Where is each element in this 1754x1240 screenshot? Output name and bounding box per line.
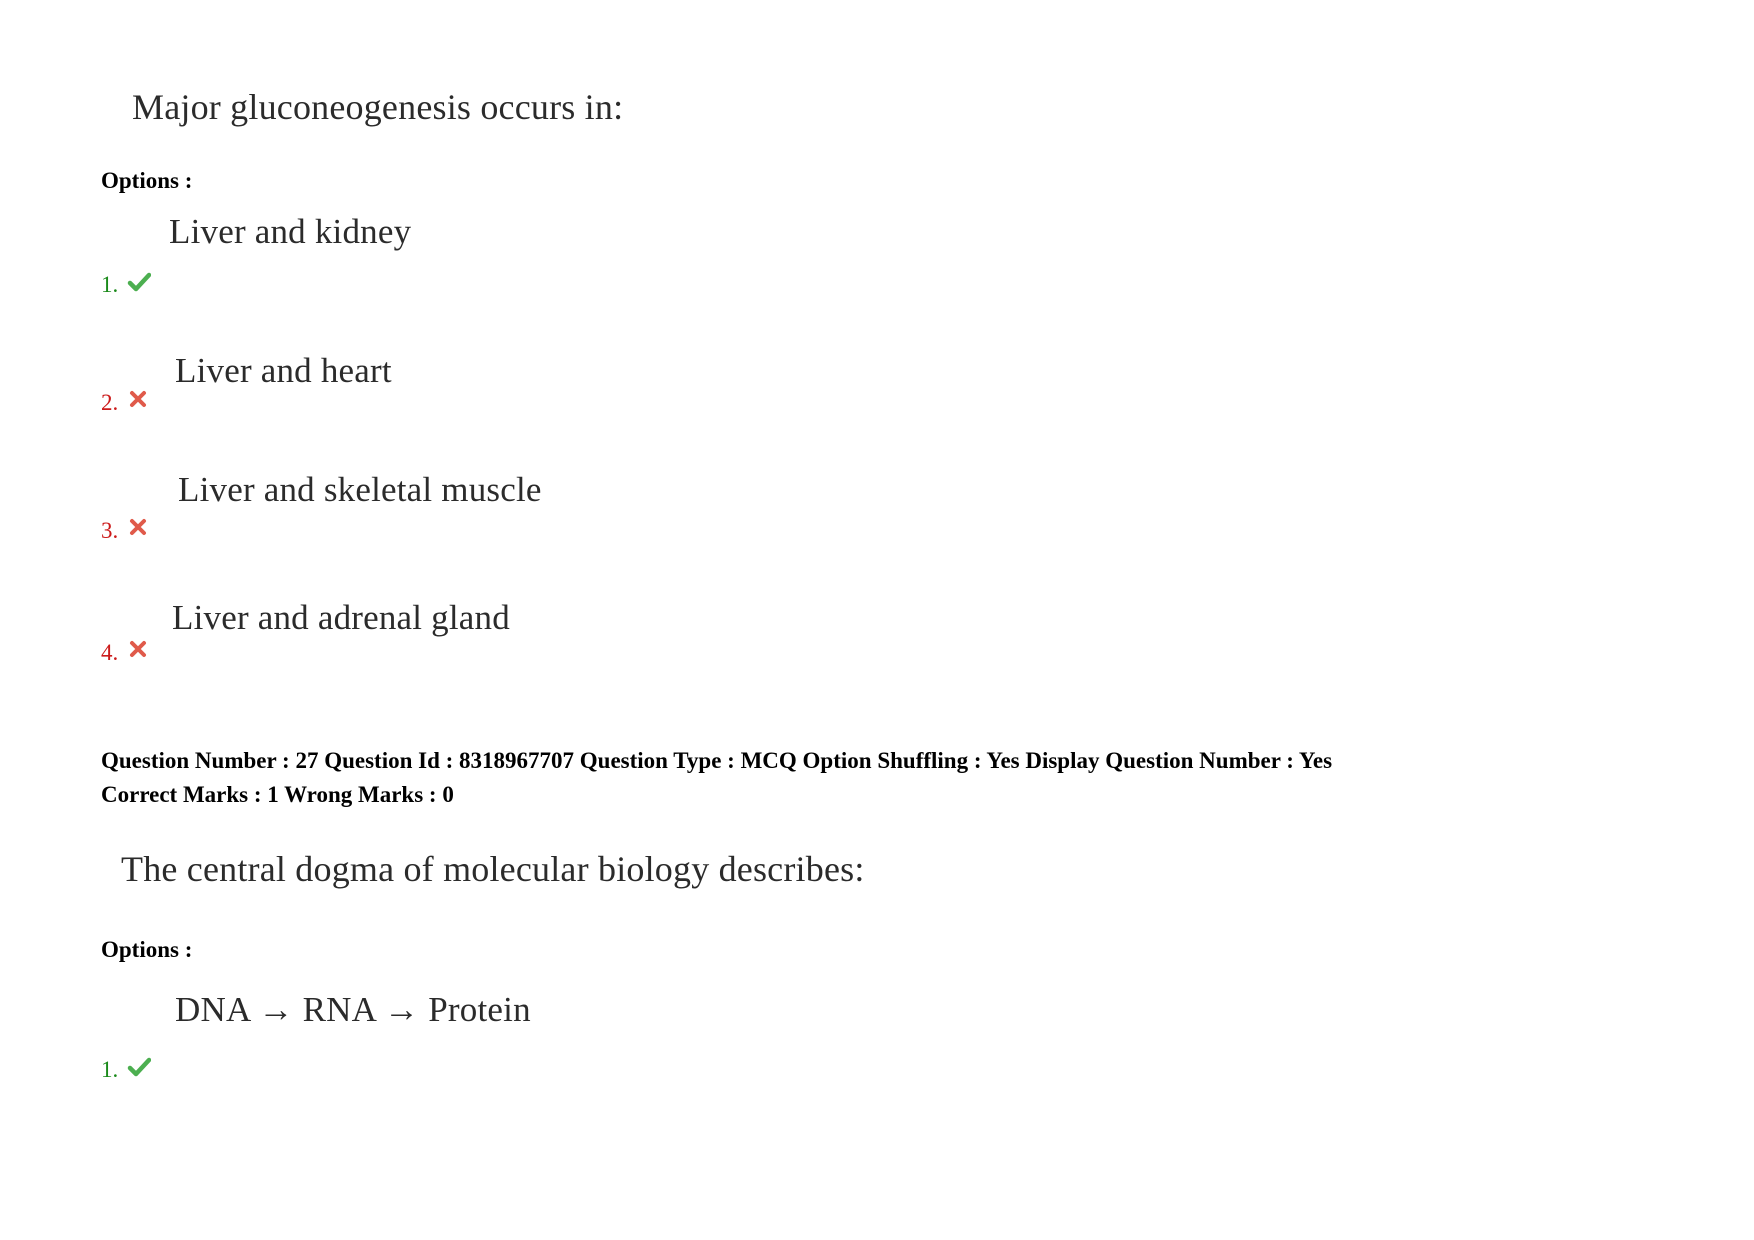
question-meta-line2: Correct Marks : 1 Wrong Marks : 0 — [101, 782, 454, 807]
question-meta-line1: Question Number : 27 Question Id : 8318967707 Question Type : MCQ Option Shuffling : Yes Display Question Number : Yes — [101, 748, 1333, 773]
option-3-number: 3. — [101, 518, 119, 543]
options-label: Options : — [101, 168, 193, 193]
option-4-text: Liver and adrenal gland — [172, 598, 510, 637]
check-icon — [127, 1055, 151, 1079]
cross-icon — [129, 518, 147, 536]
question-text: Major gluconeogenesis occurs in: — [132, 87, 624, 127]
option-2-number: 2. — [101, 390, 119, 415]
cross-icon — [129, 640, 147, 658]
option-1-number: 1. — [101, 272, 119, 297]
option-1-text: Liver and kidney — [169, 212, 412, 251]
option-1-number: 1. — [101, 1057, 119, 1082]
option-1-text: DNA → RNA → Protein — [175, 990, 531, 1029]
options-label: Options : — [101, 937, 193, 962]
cross-icon — [129, 390, 147, 408]
option-2-text: Liver and heart — [175, 351, 392, 390]
question-text: The central dogma of molecular biology describes: — [121, 849, 865, 889]
check-icon — [127, 270, 151, 294]
option-4-number: 4. — [101, 640, 119, 665]
option-3-text: Liver and skeletal muscle — [178, 470, 542, 509]
